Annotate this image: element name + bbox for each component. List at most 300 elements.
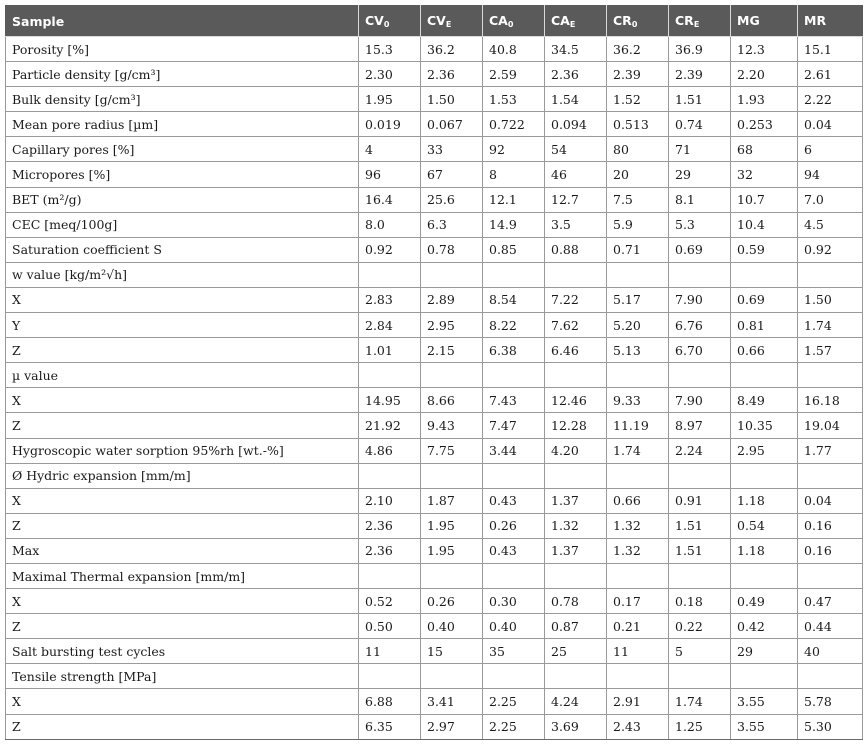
table-cell: 8.22: [483, 313, 545, 338]
table-row: [6, 112, 863, 137]
table-cell: 7.5: [607, 187, 669, 212]
table-cell: 11: [607, 639, 669, 664]
table-cell: 0.85: [483, 237, 545, 262]
table-cell: 0.78: [421, 237, 483, 262]
table-cell: 0.094: [545, 112, 607, 137]
header-column: [421, 6, 483, 37]
table-cell: 1.32: [607, 513, 669, 538]
table-cell: 5.3: [669, 212, 731, 237]
table-cell: 0.16: [798, 513, 863, 538]
row-label: X: [6, 488, 359, 513]
table-cell: 8.97: [669, 413, 731, 438]
table-cell: [359, 563, 421, 588]
table-cell: 0.52: [359, 589, 421, 614]
table-cell: [483, 463, 545, 488]
table-cell: 1.50: [798, 287, 863, 312]
table-cell: 14.9: [483, 212, 545, 237]
table-cell: 0.92: [798, 237, 863, 262]
table-cell: 2.36: [359, 513, 421, 538]
table-cell: 1.93: [731, 87, 798, 112]
table-cell: 0.16: [798, 538, 863, 563]
table-cell: 7.75: [421, 438, 483, 463]
table-row: [6, 388, 863, 413]
table-cell: 1.37: [545, 538, 607, 563]
table-cell: 2.59: [483, 62, 545, 87]
table-cell: 5.30: [798, 714, 863, 739]
table-row: [6, 438, 863, 463]
table-cell: 1.52: [607, 87, 669, 112]
table-cell: 12.3: [731, 37, 798, 62]
table-cell: 0.30: [483, 589, 545, 614]
table-cell: [731, 463, 798, 488]
table-cell: [607, 363, 669, 388]
table-cell: 1.50: [421, 87, 483, 112]
table-cell: 3.55: [731, 689, 798, 714]
table-cell: 2.97: [421, 714, 483, 739]
table-cell: 6.3: [421, 212, 483, 237]
table-cell: 3.55: [731, 714, 798, 739]
table-cell: 0.59: [731, 237, 798, 262]
table-cell: 0.21: [607, 614, 669, 639]
header-column: [607, 6, 669, 37]
table-row: [6, 664, 863, 689]
table-cell: 1.25: [669, 714, 731, 739]
table-row: [6, 463, 863, 488]
row-label: Z: [6, 714, 359, 739]
table-cell: [669, 664, 731, 689]
table-cell: 25: [545, 639, 607, 664]
table-cell: [607, 563, 669, 588]
table-cell: 2.83: [359, 287, 421, 312]
header-column-name: CR: [675, 13, 694, 28]
table-cell: [421, 262, 483, 287]
table-row: [6, 62, 863, 87]
table-cell: 2.36: [421, 62, 483, 87]
table-cell: [483, 563, 545, 588]
table-cell: 0.26: [421, 589, 483, 614]
table-cell: 0.91: [669, 488, 731, 513]
table-cell: 1.51: [669, 87, 731, 112]
table-row: [6, 513, 863, 538]
table-cell: [421, 363, 483, 388]
table-header: [6, 6, 863, 37]
table-cell: 0.40: [421, 614, 483, 639]
table-row: [6, 488, 863, 513]
table-cell: 2.43: [607, 714, 669, 739]
table-cell: 1.53: [483, 87, 545, 112]
table-cell: [545, 262, 607, 287]
table-cell: 2.36: [545, 62, 607, 87]
row-label: Z: [6, 614, 359, 639]
table-cell: 0.66: [607, 488, 669, 513]
table-cell: 1.57: [798, 338, 863, 363]
table-row: [6, 563, 863, 588]
table-cell: 7.90: [669, 287, 731, 312]
table-cell: 0.019: [359, 112, 421, 137]
table-cell: 6.38: [483, 338, 545, 363]
table-cell: 0.18: [669, 589, 731, 614]
table-cell: 4.24: [545, 689, 607, 714]
table-row: [6, 212, 863, 237]
table-cell: [607, 664, 669, 689]
table-cell: 5.13: [607, 338, 669, 363]
table-cell: 1.74: [669, 689, 731, 714]
table-cell: [359, 363, 421, 388]
table-cell: 20: [607, 162, 669, 187]
table-cell: [545, 463, 607, 488]
row-label: Micropores [%]: [6, 162, 359, 187]
table-cell: 1.54: [545, 87, 607, 112]
table-cell: 2.89: [421, 287, 483, 312]
row-label: Tensile strength [MPa]: [6, 664, 359, 689]
table-cell: 2.22: [798, 87, 863, 112]
table-cell: [669, 363, 731, 388]
row-label: Porosity [%]: [6, 37, 359, 62]
header-column-name: CV: [427, 13, 446, 28]
table-cell: [421, 664, 483, 689]
table-cell: 10.7: [731, 187, 798, 212]
table-cell: 0.47: [798, 589, 863, 614]
table-cell: [545, 664, 607, 689]
table-cell: 16.4: [359, 187, 421, 212]
table-row: [6, 689, 863, 714]
table-cell: 6: [798, 137, 863, 162]
table-cell: 0.81: [731, 313, 798, 338]
row-label: Z: [6, 413, 359, 438]
table-cell: 2.25: [483, 714, 545, 739]
table-cell: 0.43: [483, 538, 545, 563]
table-cell: 5: [669, 639, 731, 664]
table-cell: 36.2: [421, 37, 483, 62]
table-row: [6, 313, 863, 338]
table-cell: 6.76: [669, 313, 731, 338]
table-cell: 40.8: [483, 37, 545, 62]
table-cell: 7.47: [483, 413, 545, 438]
table-cell: [669, 563, 731, 588]
table-row: [6, 338, 863, 363]
table-cell: 4.20: [545, 438, 607, 463]
table-cell: 71: [669, 137, 731, 162]
table-cell: 2.25: [483, 689, 545, 714]
table-cell: 8.1: [669, 187, 731, 212]
table-cell: [731, 563, 798, 588]
table-cell: 2.10: [359, 488, 421, 513]
table-cell: 9.43: [421, 413, 483, 438]
table-cell: 7.22: [545, 287, 607, 312]
table-cell: [421, 463, 483, 488]
table-row: [6, 589, 863, 614]
table-cell: 36.2: [607, 37, 669, 62]
table-row: [6, 538, 863, 563]
table-row: [6, 287, 863, 312]
table-cell: 36.9: [669, 37, 731, 62]
table-cell: 7.90: [669, 388, 731, 413]
header-column-name: MG: [737, 13, 760, 28]
table-cell: 96: [359, 162, 421, 187]
table-cell: 0.067: [421, 112, 483, 137]
table-cell: 2.61: [798, 62, 863, 87]
table-cell: 3.5: [545, 212, 607, 237]
table-cell: [483, 664, 545, 689]
table-row: [6, 413, 863, 438]
table-cell: 94: [798, 162, 863, 187]
table-cell: 0.69: [669, 237, 731, 262]
table-cell: 0.17: [607, 589, 669, 614]
table-cell: 1.74: [798, 313, 863, 338]
table-cell: 0.04: [798, 112, 863, 137]
table-cell: 1.51: [669, 538, 731, 563]
table-cell: [798, 563, 863, 588]
header-column-subscript: E: [445, 20, 452, 29]
table-cell: 2.36: [359, 538, 421, 563]
table-cell: 15.3: [359, 37, 421, 62]
table-cell: [798, 463, 863, 488]
table-cell: [359, 463, 421, 488]
row-label: Hygroscopic water sorption 95%rh [wt.-%]: [6, 438, 359, 463]
table-cell: 1.95: [421, 538, 483, 563]
table-cell: [421, 563, 483, 588]
header-column-subscript: 0: [383, 20, 390, 29]
table-cell: 2.95: [731, 438, 798, 463]
table-cell: [359, 262, 421, 287]
table-cell: 0.92: [359, 237, 421, 262]
row-label: CEC [meq/100g]: [6, 212, 359, 237]
header-column: [483, 6, 545, 37]
row-label: Max: [6, 538, 359, 563]
table-cell: [607, 463, 669, 488]
table-cell: 16.18: [798, 388, 863, 413]
header-column: [731, 6, 798, 37]
table-cell: 35: [483, 639, 545, 664]
table-cell: 0.22: [669, 614, 731, 639]
table-cell: 3.69: [545, 714, 607, 739]
table-cell: 14.95: [359, 388, 421, 413]
row-label: Y: [6, 313, 359, 338]
table-cell: [798, 363, 863, 388]
table-cell: 12.7: [545, 187, 607, 212]
table-cell: 40: [798, 639, 863, 664]
table-cell: [731, 664, 798, 689]
table-cell: 1.37: [545, 488, 607, 513]
table-cell: 0.88: [545, 237, 607, 262]
table-row: [6, 187, 863, 212]
data-table-container: [5, 5, 862, 740]
table-cell: [731, 262, 798, 287]
table-cell: 15.1: [798, 37, 863, 62]
header-column-name: CR: [613, 13, 632, 28]
table-cell: 0.49: [731, 589, 798, 614]
table-cell: 0.78: [545, 589, 607, 614]
row-label: w value [kg/m²√h]: [6, 262, 359, 287]
table-cell: [545, 363, 607, 388]
table-cell: 12.28: [545, 413, 607, 438]
header-column-name: CV: [365, 13, 384, 28]
table-cell: 5.17: [607, 287, 669, 312]
table-row: [6, 37, 863, 62]
row-label: X: [6, 589, 359, 614]
table-cell: 0.722: [483, 112, 545, 137]
table-cell: 6.70: [669, 338, 731, 363]
row-label: Capillary pores [%]: [6, 137, 359, 162]
table-cell: 15: [421, 639, 483, 664]
table-cell: 29: [669, 162, 731, 187]
table-cell: 11: [359, 639, 421, 664]
table-cell: 1.95: [359, 87, 421, 112]
table-cell: [359, 664, 421, 689]
header-column: [359, 6, 421, 37]
table-cell: 25.6: [421, 187, 483, 212]
table-cell: 2.84: [359, 313, 421, 338]
table-cell: 1.51: [669, 513, 731, 538]
table-cell: 0.04: [798, 488, 863, 513]
properties-table: [5, 5, 863, 740]
table-cell: 34.5: [545, 37, 607, 62]
row-label: Particle density [g/cm³]: [6, 62, 359, 87]
table-cell: 29: [731, 639, 798, 664]
table-cell: 19.04: [798, 413, 863, 438]
table-row: [6, 237, 863, 262]
table-cell: 11.19: [607, 413, 669, 438]
table-cell: 67: [421, 162, 483, 187]
table-cell: 1.01: [359, 338, 421, 363]
table-cell: 21.92: [359, 413, 421, 438]
table-cell: [798, 262, 863, 287]
table-cell: 5.9: [607, 212, 669, 237]
table-cell: [607, 262, 669, 287]
table-row: [6, 87, 863, 112]
table-cell: 54: [545, 137, 607, 162]
table-cell: 80: [607, 137, 669, 162]
table-cell: 4: [359, 137, 421, 162]
table-cell: 0.54: [731, 513, 798, 538]
table-cell: 1.32: [545, 513, 607, 538]
table-cell: 0.44: [798, 614, 863, 639]
table-cell: 2.91: [607, 689, 669, 714]
table-cell: 3.44: [483, 438, 545, 463]
table-cell: 46: [545, 162, 607, 187]
table-row: [6, 714, 863, 739]
table-cell: 12.1: [483, 187, 545, 212]
table-cell: 8.0: [359, 212, 421, 237]
header-column: [669, 6, 731, 37]
row-label: Ø Hydric expansion [mm/m]: [6, 463, 359, 488]
table-cell: 2.95: [421, 313, 483, 338]
table-cell: 68: [731, 137, 798, 162]
table-cell: [669, 463, 731, 488]
table-cell: 1.18: [731, 538, 798, 563]
table-body: [6, 37, 863, 740]
header-column-name: MR: [804, 13, 827, 28]
header-sample: Sample: [6, 6, 359, 37]
table-cell: 1.95: [421, 513, 483, 538]
table-cell: 0.26: [483, 513, 545, 538]
table-cell: 6.35: [359, 714, 421, 739]
table-cell: [483, 363, 545, 388]
row-label: BET (m²/g): [6, 187, 359, 212]
table-cell: [669, 262, 731, 287]
row-label: Mean pore radius [µm]: [6, 112, 359, 137]
table-cell: 2.30: [359, 62, 421, 87]
table-cell: 1.87: [421, 488, 483, 513]
table-cell: 8.49: [731, 388, 798, 413]
table-cell: 0.42: [731, 614, 798, 639]
table-cell: 32: [731, 162, 798, 187]
table-cell: 9.33: [607, 388, 669, 413]
table-cell: 0.87: [545, 614, 607, 639]
table-cell: 10.4: [731, 212, 798, 237]
row-label: Z: [6, 513, 359, 538]
row-label: µ value: [6, 363, 359, 388]
table-cell: 5.78: [798, 689, 863, 714]
table-cell: 2.24: [669, 438, 731, 463]
row-label: X: [6, 287, 359, 312]
row-label: Salt bursting test cycles: [6, 639, 359, 664]
table-row: [6, 614, 863, 639]
table-cell: 1.74: [607, 438, 669, 463]
header-column-subscript: E: [569, 20, 576, 29]
table-cell: 8.54: [483, 287, 545, 312]
table-cell: 0.253: [731, 112, 798, 137]
table-cell: [798, 664, 863, 689]
row-label: Saturation coefficient S: [6, 237, 359, 262]
table-cell: 2.39: [607, 62, 669, 87]
table-cell: 2.20: [731, 62, 798, 87]
table-cell: 0.513: [607, 112, 669, 137]
table-cell: 0.66: [731, 338, 798, 363]
table-row: [6, 639, 863, 664]
table-cell: 1.32: [607, 538, 669, 563]
header-column-subscript: 0: [507, 20, 514, 29]
table-cell: 0.69: [731, 287, 798, 312]
table-cell: 12.46: [545, 388, 607, 413]
table-cell: 0.71: [607, 237, 669, 262]
table-cell: 10.35: [731, 413, 798, 438]
table-cell: 0.50: [359, 614, 421, 639]
row-label: X: [6, 689, 359, 714]
table-cell: 5.20: [607, 313, 669, 338]
row-label: Maximal Thermal expansion [mm/m]: [6, 563, 359, 588]
table-cell: 3.41: [421, 689, 483, 714]
table-cell: 0.43: [483, 488, 545, 513]
table-cell: 2.15: [421, 338, 483, 363]
table-cell: 1.77: [798, 438, 863, 463]
table-cell: 8: [483, 162, 545, 187]
table-cell: 4.86: [359, 438, 421, 463]
table-cell: 2.39: [669, 62, 731, 87]
table-cell: 0.74: [669, 112, 731, 137]
table-cell: 4.5: [798, 212, 863, 237]
row-label: Bulk density [g/cm³]: [6, 87, 359, 112]
table-row: [6, 137, 863, 162]
table-cell: 7.43: [483, 388, 545, 413]
row-label: Z: [6, 338, 359, 363]
header-column-subscript: 0: [631, 20, 638, 29]
table-row: [6, 363, 863, 388]
header-column: [545, 6, 607, 37]
table-cell: 6.46: [545, 338, 607, 363]
header-column-subscript: E: [693, 20, 700, 29]
table-cell: [483, 262, 545, 287]
table-cell: 1.18: [731, 488, 798, 513]
table-cell: 92: [483, 137, 545, 162]
header-column-name: CA: [551, 13, 570, 28]
table-cell: [545, 563, 607, 588]
table-cell: [731, 363, 798, 388]
table-cell: 8.66: [421, 388, 483, 413]
header-row: [6, 6, 863, 37]
table-cell: 6.88: [359, 689, 421, 714]
header-column-name: CA: [489, 13, 508, 28]
